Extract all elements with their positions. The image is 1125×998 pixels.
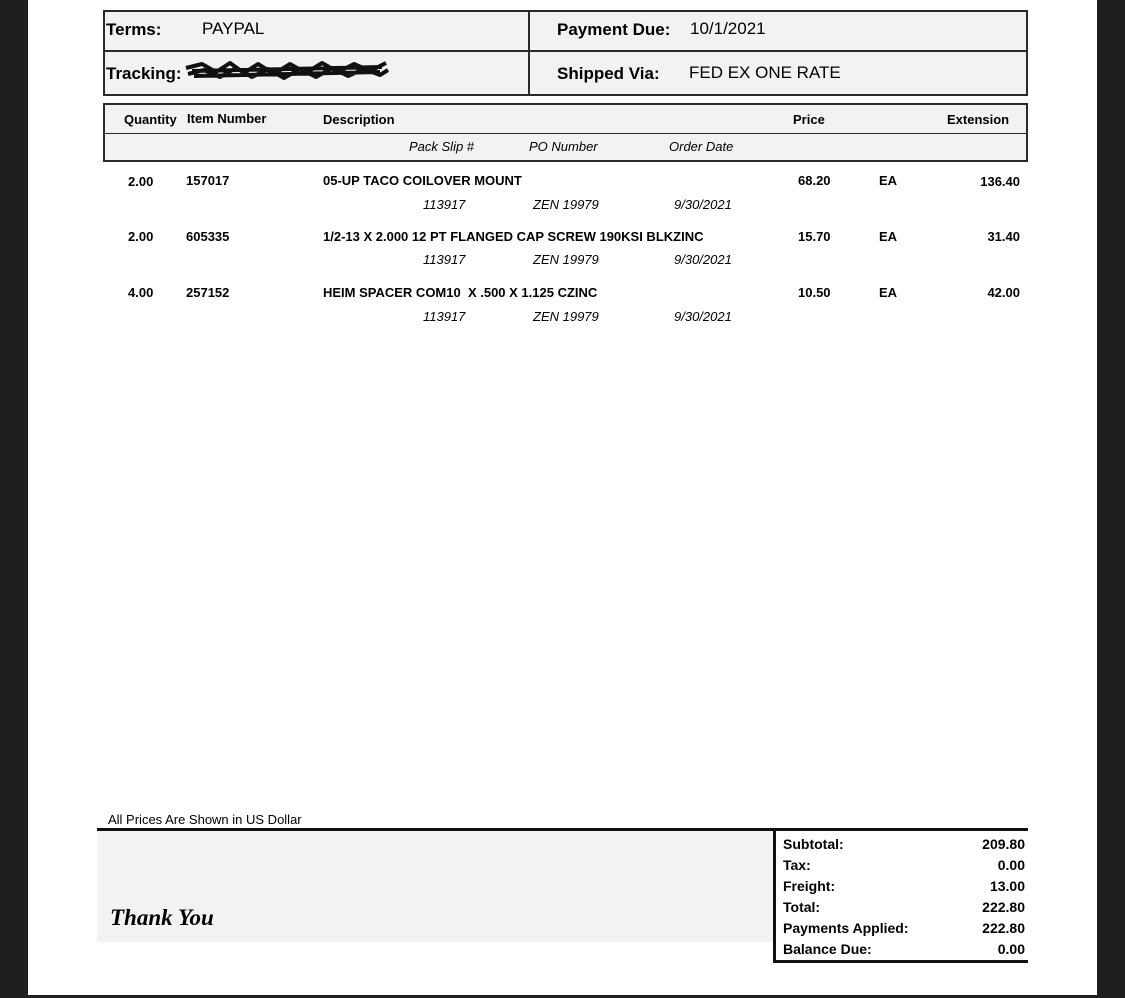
totals-value: 0.00	[997, 941, 1025, 957]
row-item-number: 257152	[186, 285, 230, 300]
row-pack-slip: 113917	[423, 197, 466, 212]
invoice-page	[28, 0, 1097, 995]
row-price: 68.20	[798, 173, 831, 188]
row-pack-slip: 113917	[423, 309, 466, 324]
totals-value: 13.00	[989, 878, 1025, 894]
row-extension: 42.00	[987, 285, 1020, 300]
row-description: 1/2-13 X 2.000 12 PT FLANGED CAP SCREW 190KSI BLKZINC	[323, 229, 704, 244]
row-po-number: ZEN 19979	[533, 309, 599, 324]
col-extension: Extension	[947, 112, 1010, 127]
totals-label: Tax:	[783, 857, 811, 873]
col-description: Description	[323, 112, 395, 127]
totals-value: 209.80	[982, 836, 1025, 852]
row-unit: EA	[879, 173, 898, 188]
row-item-number: 605335	[186, 229, 230, 244]
payment-due-label: Payment Due:	[557, 20, 671, 39]
terms-value: PAYPAL	[202, 19, 265, 38]
totals-value: 222.80	[982, 899, 1025, 915]
shipped-via-label: Shipped Via:	[557, 64, 660, 83]
row-po-number: ZEN 19979	[533, 252, 599, 267]
row-unit: EA	[879, 229, 898, 244]
row-qty: 4.00	[128, 285, 154, 300]
subcol-pack-slip: Pack Slip #	[409, 139, 475, 154]
header-divider-vertical	[528, 10, 530, 94]
subcol-order-date: Order Date	[669, 139, 734, 154]
totals-label: Freight:	[783, 878, 836, 894]
row-qty: 2.00	[128, 174, 154, 189]
row-pack-slip: 113917	[423, 252, 466, 267]
totals-label: Balance Due:	[783, 941, 872, 957]
payment-due-value: 10/1/2021	[690, 19, 766, 38]
row-extension: 31.40	[987, 229, 1020, 244]
totals-value: 222.80	[982, 920, 1025, 936]
row-qty: 2.00	[128, 229, 154, 244]
terms-label: Terms:	[106, 20, 162, 39]
totals-value: 0.00	[997, 857, 1025, 873]
totals-label: Subtotal:	[783, 836, 844, 852]
col-item-number: Item Number	[187, 111, 267, 126]
row-po-number: ZEN 19979	[533, 197, 599, 212]
row-unit: EA	[879, 285, 898, 300]
row-order-date: 9/30/2021	[674, 252, 732, 267]
header-divider-horizontal	[103, 50, 1028, 52]
row-price: 10.50	[798, 285, 831, 300]
subcol-po-number: PO Number	[529, 139, 598, 154]
row-description: HEIM SPACER COM10 X .500 X 1.125 CZINC	[323, 285, 598, 300]
tracking-label: Tracking:	[106, 64, 182, 83]
row-extension: 136.40	[980, 174, 1020, 189]
col-quantity: Quantity	[124, 112, 177, 127]
column-header-divider	[103, 133, 1028, 134]
totals-label: Total:	[783, 899, 821, 915]
currency-note: All Prices Are Shown in US Dollar	[108, 812, 302, 827]
row-description: 05-UP TACO COILOVER MOUNT	[323, 173, 522, 188]
row-item-number: 157017	[186, 173, 230, 188]
col-price: Price	[793, 112, 825, 127]
shipped-via-value: FED EX ONE RATE	[689, 63, 841, 82]
row-order-date: 9/30/2021	[674, 197, 732, 212]
redacted-scribble	[182, 58, 392, 82]
row-price: 15.70	[798, 229, 831, 244]
thank-you-message: Thank You	[110, 905, 214, 930]
row-order-date: 9/30/2021	[674, 309, 732, 324]
totals-label: Payments Applied:	[783, 920, 909, 936]
